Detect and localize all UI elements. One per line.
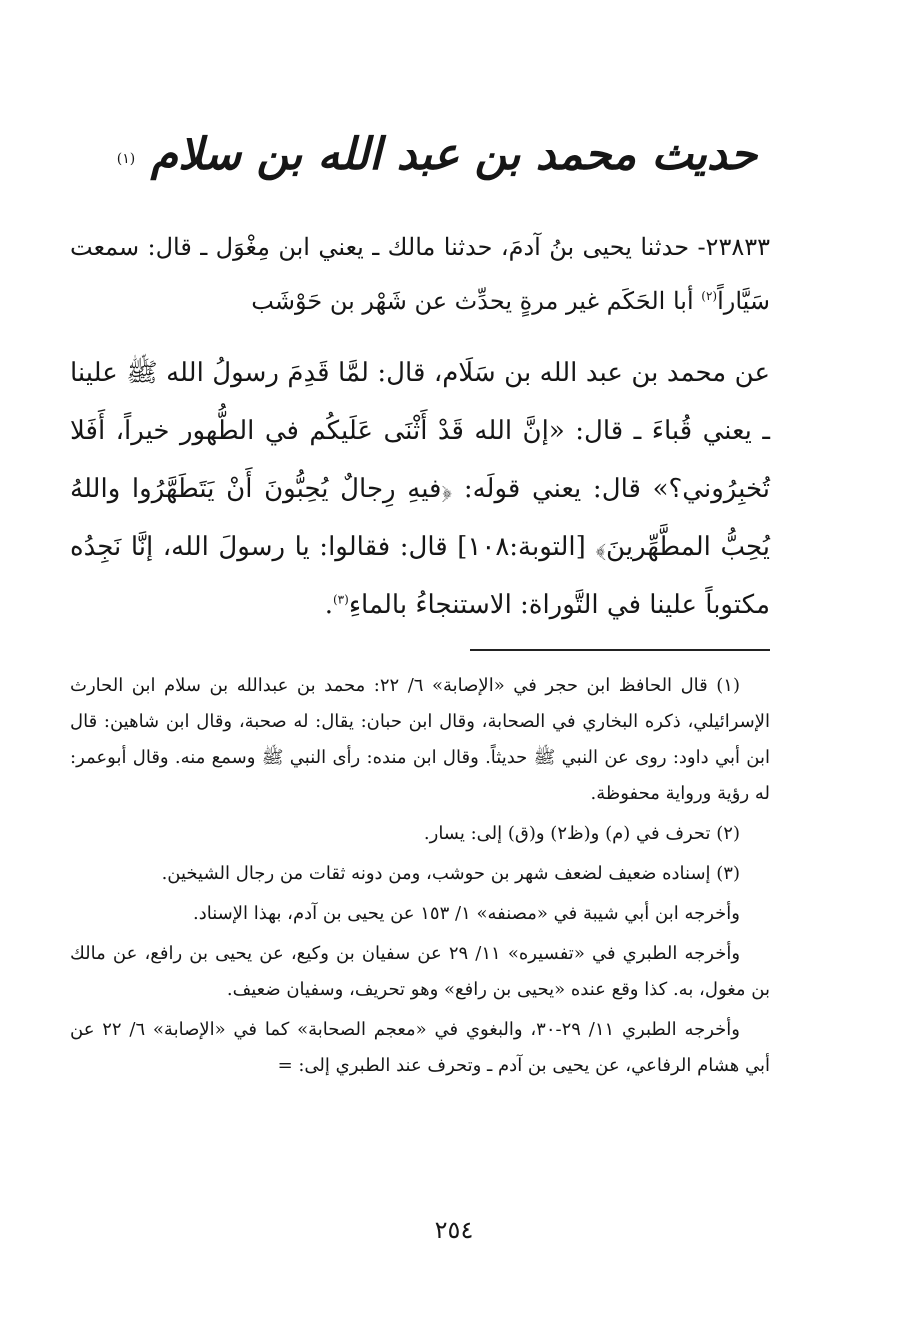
chapter-title — [116, 110, 758, 200]
matn-end: . — [324, 590, 333, 620]
isnad-part1: ٢٣٨٣٣- حدثنا يحيى بنُ آدمَ، حدثنا مالك ـ يعني ابن مِغْوَل ـ قال: سمعت سَيَّاراً — [70, 233, 770, 315]
page-number: ٢٥٤ — [434, 1216, 474, 1244]
isnad-part2: أبا الحَكَم غير مرةٍ يحدِّث عن شَهْر بن حَوْشَب — [251, 287, 702, 315]
matn-text: عن محمد بن عبد الله بن سَلَام، قال: لمَّا قَدِمَ رسولُ الله ﷺ علينا ـ يعني قُباءَ ـ قال: «إنَّ الله قَدْ أَثْنَى عَلَيكُم في الطُّهور خيراً، أَفَلا تُخبِرُوني؟» قال: يعني قولَه: ﴿فيهِ رِجالٌ يُحِبُّونَ أَنْ يَتَطَهَّرُوا واللهُ يُحِبُّ المطَّهِّرينَ﴾ [التوبة:١٠٨] قال: فقالوا: يا رسولَ الله، إنَّا نَجِدُه مكتوباً علينا في التَّوراة: الاستنجاءُ بالماءِ — [70, 358, 770, 620]
chapter-heading — [0, 110, 908, 200]
hadith-text — [70, 220, 770, 634]
footnote-3-source-1: وأخرجه ابن أبي شيبة في «مصنفه» ١/ ١٥٣ عن يحيى بن آدم، بهذا الإسناد. — [192, 903, 740, 924]
footnotes — [70, 668, 770, 1088]
footnote-1: (١) قال الحافظ ابن حجر في «الإصابة» ٦/ ٢٢: محمد بن عبدالله بن سلام ابن الحارث الإسرائيلي، ذكره البخاري في الصحابة، وقال ابن حبان: يقال: له صحبة، وقال ابن شاهين: قال ابن أبي داود: روى عن النبي ﷺ حديثاً. وقال ابن منده: رأى النبي ﷺ وسمع منه. وقال أبوعمر: له رؤية ورواية محفوظة. — [70, 675, 770, 804]
footnote-3-source-3: وأخرجه الطبري ١١/ ٢٩-٣٠، والبغوي في «معجم الصحابة» كما في «الإصابة» ٦/ ٢٢ عن أبي هشام الرفاعي، عن يحيى بن آدم ـ وتحرف عند الطبري إلى: = — [70, 1019, 770, 1076]
footnote-2: (٢) تحرف في (م) و(ظ٢) و(ق) إلى: يسار. — [423, 823, 740, 844]
footnote-3: (٣) إسناده ضعيف لضعف شهر بن حوشب، ومن دونه ثقات من رجال الشيخين. — [161, 863, 740, 884]
footnote-ref-2: (٢) — [701, 289, 718, 303]
footnote-3-source-2: وأخرجه الطبري في «تفسيره» ١١/ ٢٩ عن سفيان بن وكيع، عن يحيى بن رافع، عن مالك بن مغول، به. كذا وقع عنده «يحيى بن رافع» وهو تحريف، وسفيان ضعيف. — [70, 943, 770, 1000]
chapter-title-text: حديث محمد بن عبد الله بن سلام — [150, 129, 758, 180]
hadith-matn — [70, 344, 770, 634]
heading-footnote-marker: (١) — [116, 151, 136, 167]
hadith-isnad — [70, 220, 770, 328]
footnote-separator — [470, 649, 770, 651]
footnote-ref-3: (٣) — [332, 592, 349, 607]
